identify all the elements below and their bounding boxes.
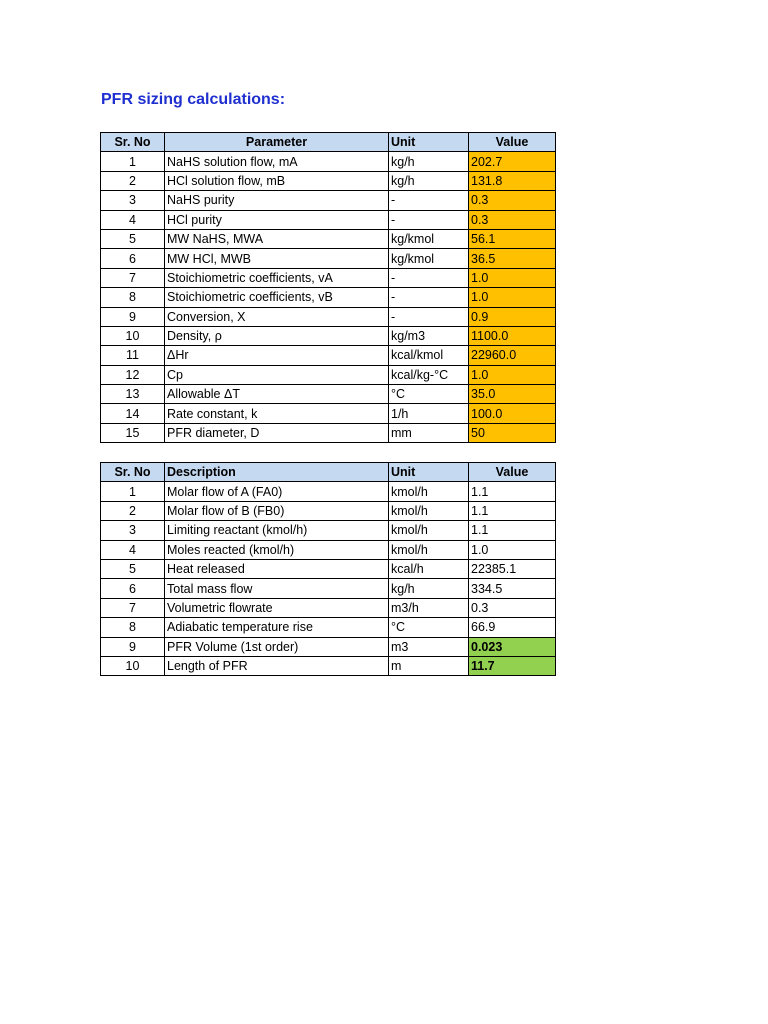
cell-unit[interactable]: kg/m3 [389,326,469,345]
cell-sr-no[interactable]: 5 [101,559,165,578]
cell-parameter[interactable]: Density, ρ [165,326,389,345]
cell-unit[interactable]: m3/h [389,598,469,617]
cell-value[interactable]: 11.7 [469,656,556,675]
cell-unit[interactable]: m3 [389,637,469,656]
cell-value[interactable]: 100.0 [469,404,556,423]
cell-parameter[interactable]: Adiabatic temperature rise [165,618,389,637]
table-header-row [101,463,556,482]
table-row [101,288,556,307]
cell-parameter[interactable]: Rate constant, k [165,404,389,423]
cell-unit[interactable]: mm [389,423,469,442]
cell-sr-no[interactable]: 8 [101,288,165,307]
cell-value[interactable]: 334.5 [469,579,556,598]
cell-value[interactable]: 50 [469,423,556,442]
cell-sr-no[interactable]: 6 [101,249,165,268]
header-parameter: Parameter [165,133,389,152]
table-row [101,598,556,617]
cell-unit[interactable]: kcal/kmol [389,346,469,365]
cell-sr-no[interactable]: 12 [101,365,165,384]
cell-value[interactable]: 35.0 [469,385,556,404]
table-row [101,501,556,520]
cell-sr-no[interactable]: 2 [101,171,165,190]
cell-value[interactable]: 22960.0 [469,346,556,365]
cell-parameter[interactable]: Molar flow of A (FA0) [165,482,389,501]
calculated-results-table [100,462,556,676]
cell-unit[interactable]: kmol/h [389,540,469,559]
cell-unit[interactable]: kmol/h [389,482,469,501]
cell-unit[interactable]: kcal/kg-°C [389,365,469,384]
cell-value[interactable]: 1.1 [469,501,556,520]
table-row [101,365,556,384]
cell-value[interactable]: 1.0 [469,540,556,559]
cell-sr-no[interactable]: 7 [101,268,165,287]
cell-sr-no[interactable]: 8 [101,618,165,637]
cell-value[interactable]: 0.3 [469,191,556,210]
cell-value[interactable]: 66.9 [469,618,556,637]
table-row [101,307,556,326]
cell-unit[interactable]: 1/h [389,404,469,423]
cell-parameter[interactable]: MW HCl, MWB [165,249,389,268]
table-row [101,210,556,229]
cell-parameter[interactable]: Volumetric flowrate [165,598,389,617]
cell-sr-no[interactable]: 7 [101,598,165,617]
cell-value[interactable]: 56.1 [469,229,556,248]
page-title: PFR sizing calculations: [101,91,286,108]
cell-sr-no[interactable]: 15 [101,423,165,442]
cell-value[interactable]: 0.3 [469,598,556,617]
cell-sr-no[interactable]: 1 [101,482,165,501]
cell-unit[interactable]: - [389,288,469,307]
cell-sr-no[interactable]: 6 [101,579,165,598]
header-value: Value [469,463,556,482]
cell-value[interactable]: 1100.0 [469,326,556,345]
cell-sr-no[interactable]: 2 [101,501,165,520]
cell-unit[interactable]: - [389,210,469,229]
input-parameters-table [100,132,556,443]
cell-parameter[interactable]: Total mass flow [165,579,389,598]
table-row [101,540,556,559]
table-row [101,385,556,404]
cell-parameter[interactable]: NaHS solution flow, mA [165,152,389,171]
header-unit: Unit [389,133,469,152]
cell-value[interactable]: 1.0 [469,268,556,287]
cell-value[interactable]: 0.3 [469,210,556,229]
cell-parameter[interactable]: ΔHr [165,346,389,365]
header-value: Value [469,133,556,152]
table-row [101,482,556,501]
cell-parameter[interactable]: Allowable ΔT [165,385,389,404]
header-description: Description [165,463,389,482]
cell-unit[interactable]: - [389,307,469,326]
cell-parameter[interactable]: Heat released [165,559,389,578]
cell-unit[interactable]: kmol/h [389,521,469,540]
cell-sr-no[interactable]: 5 [101,229,165,248]
cell-value[interactable]: 1.0 [469,288,556,307]
cell-sr-no[interactable]: 14 [101,404,165,423]
cell-unit[interactable]: kmol/h [389,501,469,520]
table-row [101,171,556,190]
table-row [101,346,556,365]
cell-value[interactable]: 22385.1 [469,559,556,578]
cell-value[interactable]: 1.1 [469,521,556,540]
cell-parameter[interactable]: MW NaHS, MWA [165,229,389,248]
cell-parameter[interactable]: Moles reacted (kmol/h) [165,540,389,559]
cell-unit[interactable]: kg/kmol [389,229,469,248]
cell-sr-no[interactable]: 10 [101,326,165,345]
cell-unit[interactable]: °C [389,385,469,404]
cell-parameter[interactable]: Length of PFR [165,656,389,675]
cell-parameter[interactable]: HCl purity [165,210,389,229]
cell-unit[interactable]: - [389,191,469,210]
cell-parameter[interactable]: PFR Volume (1st order) [165,637,389,656]
cell-parameter[interactable]: Limiting reactant (kmol/h) [165,521,389,540]
header-sr-no: Sr. No [101,133,165,152]
table-row [101,521,556,540]
cell-parameter[interactable]: Cp [165,365,389,384]
cell-unit[interactable]: - [389,268,469,287]
table-row [101,579,556,598]
cell-value[interactable]: 1.0 [469,365,556,384]
cell-sr-no[interactable]: 4 [101,540,165,559]
table-header-row [101,133,556,152]
cell-parameter[interactable]: Molar flow of B (FB0) [165,501,389,520]
cell-parameter[interactable]: Stoichiometric coefficients, vB [165,288,389,307]
cell-value[interactable]: 1.1 [469,482,556,501]
table-row [101,229,556,248]
cell-parameter[interactable]: Conversion, X [165,307,389,326]
cell-unit[interactable]: °C [389,618,469,637]
cell-unit[interactable]: kg/h [389,171,469,190]
table-row [101,637,556,656]
cell-value[interactable]: 0.023 [469,637,556,656]
cell-parameter[interactable]: Stoichiometric coefficients, vA [165,268,389,287]
cell-sr-no[interactable]: 4 [101,210,165,229]
table-row [101,249,556,268]
cell-unit[interactable]: kg/h [389,152,469,171]
cell-unit[interactable]: kcal/h [389,559,469,578]
cell-parameter[interactable]: PFR diameter, D [165,423,389,442]
table-row [101,618,556,637]
cell-sr-no[interactable]: 13 [101,385,165,404]
cell-sr-no[interactable]: 3 [101,191,165,210]
table-row [101,191,556,210]
cell-parameter[interactable]: NaHS purity [165,191,389,210]
cell-sr-no[interactable]: 9 [101,307,165,326]
cell-sr-no[interactable]: 9 [101,637,165,656]
cell-sr-no[interactable]: 3 [101,521,165,540]
header-sr-no: Sr. No [101,463,165,482]
table-row [101,423,556,442]
cell-sr-no[interactable]: 10 [101,656,165,675]
cell-sr-no[interactable]: 1 [101,152,165,171]
cell-value[interactable]: 36.5 [469,249,556,268]
cell-value[interactable]: 202.7 [469,152,556,171]
table-row [101,152,556,171]
table-row [101,404,556,423]
cell-sr-no[interactable]: 11 [101,346,165,365]
cell-unit[interactable]: kg/h [389,579,469,598]
table-row [101,326,556,345]
cell-unit[interactable]: kg/kmol [389,249,469,268]
cell-unit[interactable]: m [389,656,469,675]
header-unit: Unit [389,463,469,482]
table-row [101,656,556,675]
cell-parameter[interactable]: HCl solution flow, mB [165,171,389,190]
cell-value[interactable]: 0.9 [469,307,556,326]
table-row [101,559,556,578]
cell-value[interactable]: 131.8 [469,171,556,190]
table-row [101,268,556,287]
